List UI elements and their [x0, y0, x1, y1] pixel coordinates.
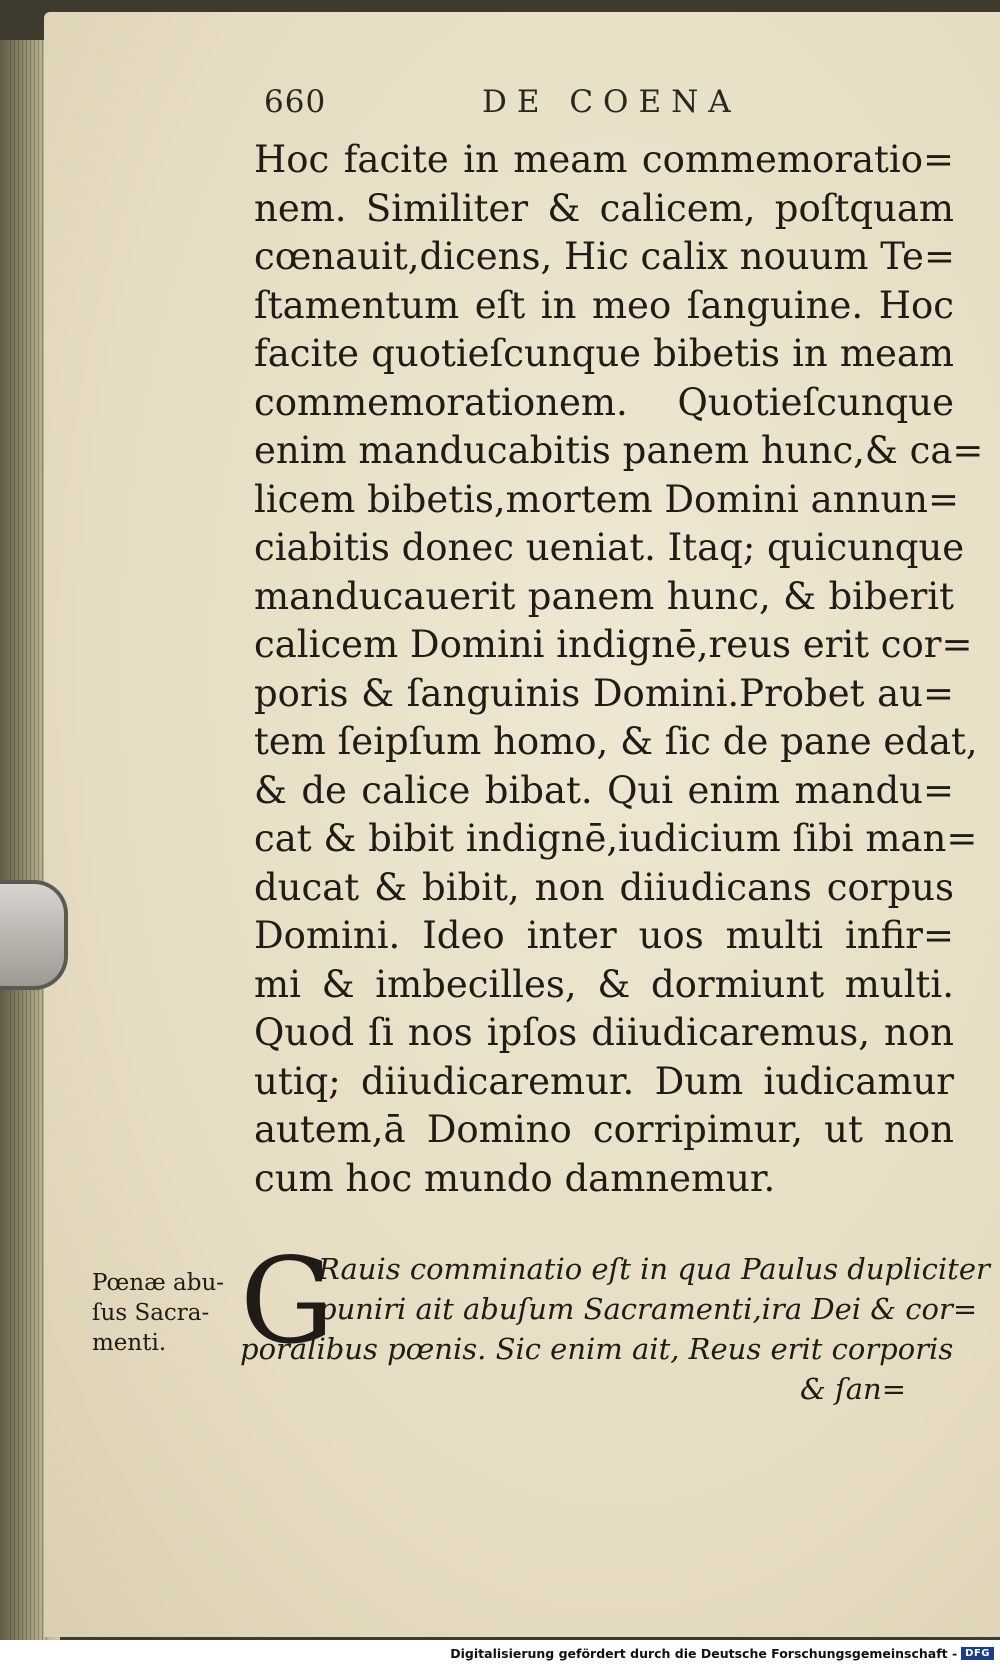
footer-credit-text: Digitalisierung gefördert durch die Deutsche Forschungsgemeinschaft - [450, 1645, 958, 1661]
text-line: ciabitis donec ueniat. Itaq; quicunque [254, 526, 965, 569]
footer-credit [450, 1642, 994, 1664]
running-head [264, 84, 784, 124]
text-line: facite quotieſcunque bibetis in meam [254, 332, 954, 375]
text-line: Hoc facite in meam commemoratio= [254, 138, 954, 181]
page-number: 660 [264, 84, 327, 120]
page-title: DE COENA [482, 84, 741, 120]
text-line: licem bibetis,mortem Domini annun= [254, 477, 960, 521]
commentary-block [240, 1232, 990, 1418]
text-line: autem,ā Domino corripimur, ut non [254, 1108, 954, 1151]
text-line: commemorationem. Quotieſcunque [254, 380, 954, 424]
commentary-line: Rauis comminatio eſt in qua Paulus dupliciter [318, 1252, 990, 1286]
book-page [44, 12, 1000, 1637]
text-line: nem. Similiter & calicem, poſtquam [254, 186, 954, 230]
commentary-line: puniri ait abuſum Sacramenti,ira Dei & cor= [318, 1292, 978, 1326]
text-line: manducauerit panem hunc, & biberit [254, 574, 954, 618]
margin-note-line: menti. [92, 1330, 167, 1356]
text-line: & de calice bibat. Qui enim mandu= [254, 768, 954, 812]
text-line: mi & imbecilles, & dormiunt multi. [254, 962, 954, 1006]
dfg-logo: DFG [961, 1647, 994, 1660]
text-line: calicem Domini indignē,reus erit cor= [254, 623, 973, 666]
text-line: cum hoc mundo damnemur. [254, 1156, 776, 1200]
scripture-text [254, 136, 984, 1203]
margin-note [92, 1268, 242, 1358]
page-clip [0, 880, 68, 990]
commentary-line: & ſan= [800, 1372, 907, 1406]
text-line: cat & bibit indignē,iudicium ſibi man= [254, 817, 978, 860]
commentary-line: poralibus pœnis. Sic enim ait, Reus erit corporis [240, 1332, 954, 1366]
text-line: utiq; diiudicaremur. Dum iudicamur [254, 1059, 954, 1103]
text-line: cœnauit,dicens, Hic calix nouum Te= [254, 235, 955, 278]
margin-note-line: Pœnæ abu- [92, 1270, 225, 1296]
text-line: enim manducabitis panem hunc,& ca= [254, 429, 984, 472]
text-line: Domini. Ideo inter uos multi infir= [254, 914, 954, 957]
text-line: poris & ſanguinis Domini.Probet au= [254, 671, 954, 715]
text-line: Quod ſi nos ipſos diiudicaremus, non [254, 1011, 954, 1054]
drop-cap: G [240, 1232, 335, 1370]
text-line: ſtamentum eſt in meo ſanguine. Hoc [254, 283, 954, 327]
text-line: ducat & bibit, non diiudicans corpus [254, 865, 954, 909]
margin-note-line: ſus Sacra- [92, 1300, 210, 1326]
text-line: tem ſeipſum homo, & ſic de pane edat, [254, 720, 978, 763]
